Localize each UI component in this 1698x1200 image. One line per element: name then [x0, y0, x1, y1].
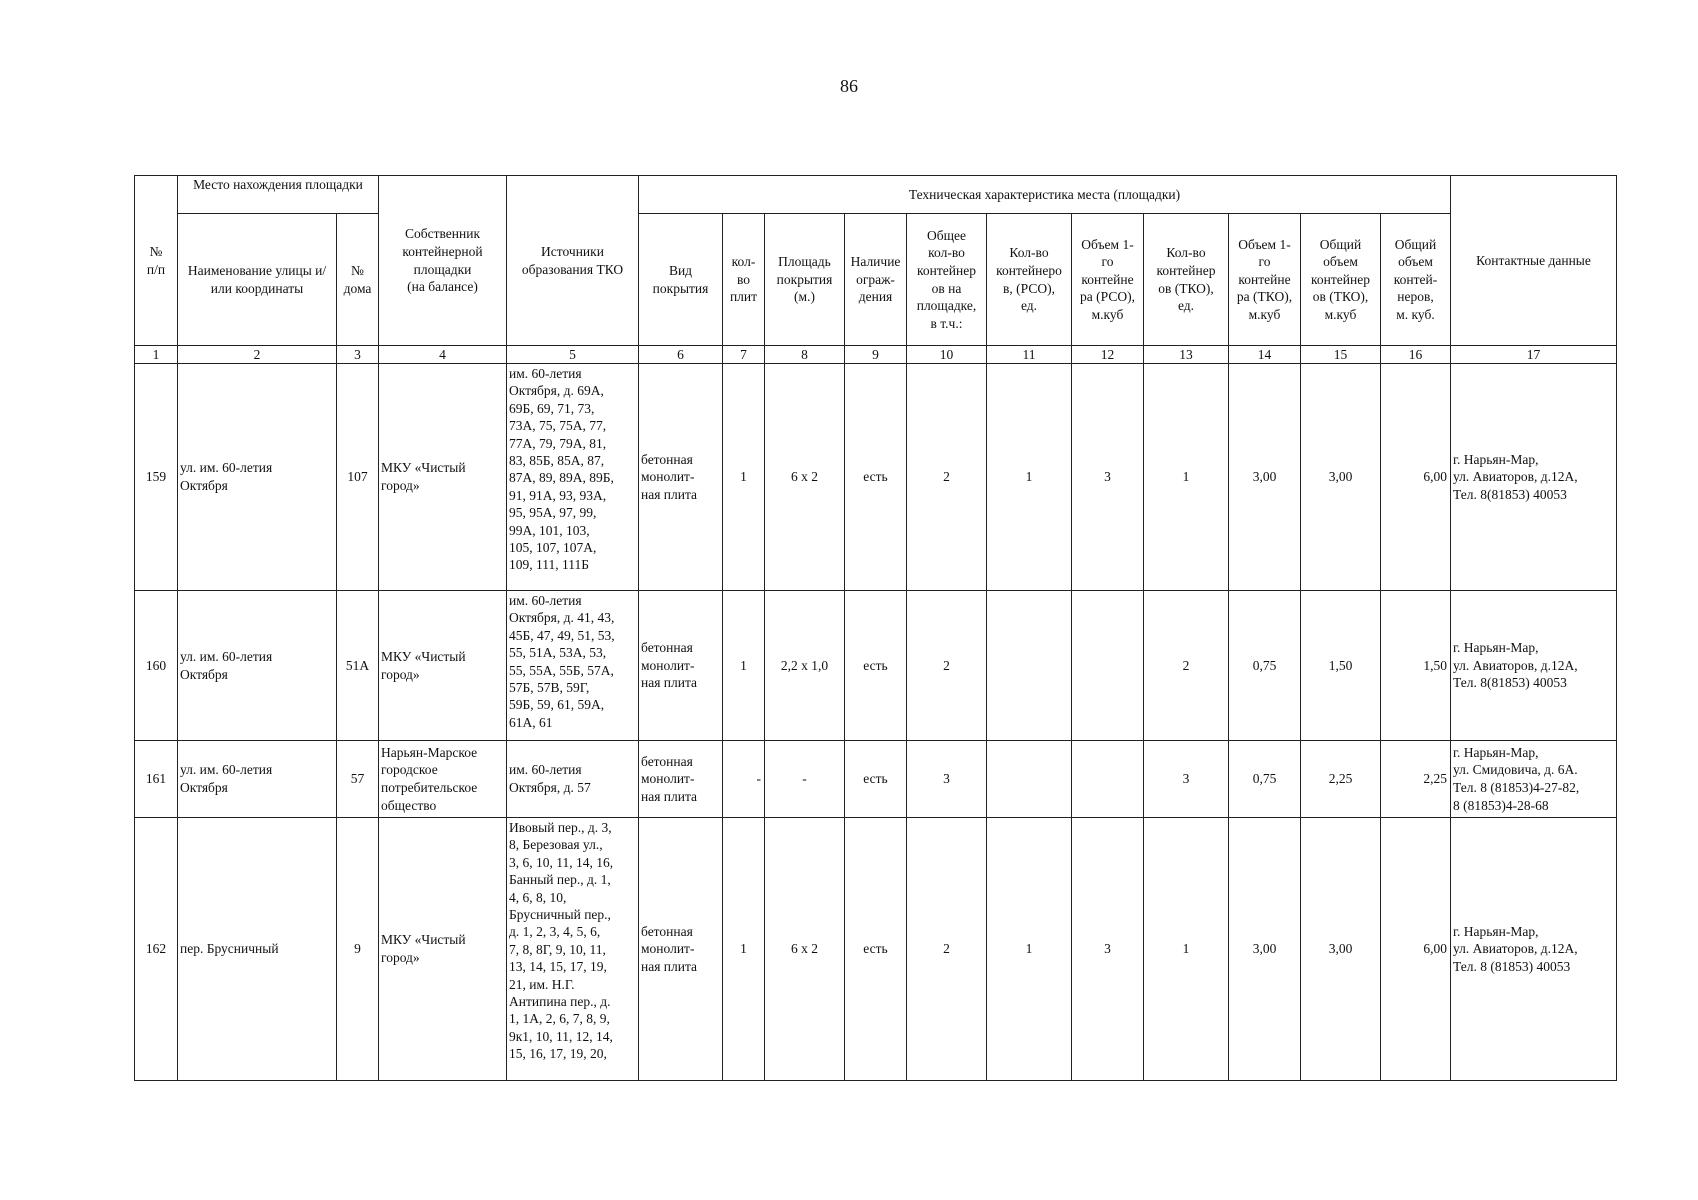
house-cell: 51А: [337, 591, 379, 741]
table-header: [135, 176, 1617, 364]
surface-cell: бетонная монолит- ная плита: [639, 818, 723, 1081]
rso-count-cell: 1: [987, 364, 1072, 591]
column-index: 8: [765, 346, 845, 364]
header-sources: Источники образования ТКО: [507, 176, 639, 346]
tko-count-cell: 2: [1144, 591, 1229, 741]
column-index: 10: [907, 346, 987, 364]
column-index: 9: [845, 346, 907, 364]
contacts-cell: г. Нарьян-Мар, ул. Смидовича, д. 6А. Тел. 8 (81853)4-27-82, 8 (81853)4-28-68: [1451, 741, 1617, 818]
total-volume-cell: 1,50: [1381, 591, 1451, 741]
street-cell: ул. им. 60-летия Октября: [178, 364, 337, 591]
area-cell: 2,2 х 1,0: [765, 591, 845, 741]
house-cell: 57: [337, 741, 379, 818]
surface-cell: бетонная монолит- ная плита: [639, 591, 723, 741]
header-total-volume: Общий объем контей- неров, м. куб.: [1381, 214, 1451, 346]
row-num: 160: [135, 591, 178, 741]
column-index: 12: [1072, 346, 1144, 364]
rso-volume-cell: 3: [1072, 364, 1144, 591]
contacts-cell: г. Нарьян-Мар, ул. Авиаторов, д.12А, Тел. 8(81853) 40053: [1451, 591, 1617, 741]
street-cell: пер. Брусничный: [178, 818, 337, 1081]
header-location-group: Место нахождения площадки: [178, 176, 379, 214]
tko-volume-cell: 0,75: [1229, 741, 1301, 818]
surface-cell: бетонная монолит- ная плита: [639, 741, 723, 818]
column-index: 14: [1229, 346, 1301, 364]
rso-volume-cell: [1072, 591, 1144, 741]
header-street: Наименование улицы и/или координаты: [178, 214, 337, 346]
total-volume-cell: 6,00: [1381, 818, 1451, 1081]
header-slabs: кол- во плит: [723, 214, 765, 346]
rso-count-cell: [987, 591, 1072, 741]
column-index: 13: [1144, 346, 1229, 364]
rso-volume-cell: [1072, 741, 1144, 818]
total-containers-cell: 2: [907, 364, 987, 591]
slabs-cell: 1: [723, 818, 765, 1081]
sources-cell: им. 60-летия Октября, д. 69А, 69Б, 69, 71, 73, 73А, 75, 75А, 77, 77А, 79, 79А, 81, 83, 85Б, 85А, 87, 87А, 89, 89А, 89Б, 91, 91А, 93, 93А, 95, 95А, 97, 99, 99А, 101, 103, 105, 107, 107А, 109, 111, 111Б: [507, 364, 639, 591]
area-cell: 6 х 2: [765, 364, 845, 591]
row-num: 161: [135, 741, 178, 818]
rso-count-cell: 1: [987, 818, 1072, 1081]
column-index: 16: [1381, 346, 1451, 364]
header-num: № п/п: [135, 176, 178, 346]
column-index: 17: [1451, 346, 1617, 364]
header-tko-total-volume: Общий объем контейнер ов (ТКО), м.куб: [1301, 214, 1381, 346]
header-fence: Наличие ограж- дения: [845, 214, 907, 346]
tko-count-cell: 1: [1144, 364, 1229, 591]
column-index: 2: [178, 346, 337, 364]
table-row: [135, 741, 1617, 818]
column-index: 11: [987, 346, 1072, 364]
rso-count-cell: [987, 741, 1072, 818]
owner-cell: МКУ «Чистый город»: [379, 591, 507, 741]
sources-cell: им. 60-летия Октября, д. 57: [507, 741, 639, 818]
header-contacts: Контактные данные: [1451, 176, 1617, 346]
row-num: 159: [135, 364, 178, 591]
tko-total-cell: 1,50: [1301, 591, 1381, 741]
table-row: [135, 591, 1617, 741]
header-surface: Вид покрытия: [639, 214, 723, 346]
header-tko-volume: Объем 1- го контейне ра (ТКО), м.куб: [1229, 214, 1301, 346]
owner-cell: Нарьян-Марское городское потребительское общество: [379, 741, 507, 818]
total-containers-cell: 2: [907, 818, 987, 1081]
column-index-row: [135, 346, 1617, 364]
slabs-cell: -: [723, 741, 765, 818]
total-volume-cell: 2,25: [1381, 741, 1451, 818]
fence-cell: есть: [845, 591, 907, 741]
column-index: 15: [1301, 346, 1381, 364]
table-row: [135, 364, 1617, 591]
tko-volume-cell: 3,00: [1229, 818, 1301, 1081]
sources-cell: им. 60-летия Октября, д. 41, 43, 45Б, 47, 49, 51, 53, 55, 51А, 53А, 53, 55, 55А, 55Б, 57А, 57Б, 57В, 59Г, 59Б, 59, 61, 59А, 61А, 61: [507, 591, 639, 741]
tko-count-cell: 1: [1144, 818, 1229, 1081]
fence-cell: есть: [845, 741, 907, 818]
header-rso-volume: Объем 1- го контейне ра (РСО), м.куб: [1072, 214, 1144, 346]
header-house: № дома: [337, 214, 379, 346]
rso-volume-cell: 3: [1072, 818, 1144, 1081]
tko-total-cell: 3,00: [1301, 818, 1381, 1081]
container-sites-table: [134, 175, 1617, 1081]
surface-cell: бетонная монолит- ная плита: [639, 364, 723, 591]
column-index: 5: [507, 346, 639, 364]
contacts-cell: г. Нарьян-Мар, ул. Авиаторов, д.12А, Тел. 8 (81853) 40053: [1451, 818, 1617, 1081]
tko-volume-cell: 0,75: [1229, 591, 1301, 741]
street-cell: ул. им. 60-летия Октября: [178, 591, 337, 741]
house-cell: 9: [337, 818, 379, 1081]
column-index: 7: [723, 346, 765, 364]
total-containers-cell: 2: [907, 591, 987, 741]
fence-cell: есть: [845, 364, 907, 591]
area-cell: -: [765, 741, 845, 818]
tko-total-cell: 2,25: [1301, 741, 1381, 818]
total-volume-cell: 6,00: [1381, 364, 1451, 591]
table-body: [135, 364, 1617, 1081]
sources-cell: Ивовый пер., д. 3, 8, Березовая ул., 3, 6, 10, 11, 14, 16, Банный пер., д. 1, 4, 6, 8, 10, Брусничный пер., д. 1, 2, 3, 4, 5, 6, 7, 8, 8Г, 9, 10, 11, 13, 14, 15, 17, 19, 21, им. Н.Г. Антипина пер., д. 1, 1А, 2, 6, 7, 8, 9, 9к1, 10, 11, 12, 14, 15, 16, 17, 19, 20,: [507, 818, 639, 1081]
header-rso-count: Кол-во контейнеро в, (РСО), ед.: [987, 214, 1072, 346]
total-containers-cell: 3: [907, 741, 987, 818]
header-total-containers: Общее кол-во контейнер ов на площадке, в т.ч.:: [907, 214, 987, 346]
header-area: Площадь покрытия (м.): [765, 214, 845, 346]
column-index: 3: [337, 346, 379, 364]
slabs-cell: 1: [723, 364, 765, 591]
header-tech-group: Техническая характеристика места (площадки): [639, 176, 1451, 214]
owner-cell: МКУ «Чистый город»: [379, 364, 507, 591]
area-cell: 6 х 2: [765, 818, 845, 1081]
header-tko-count: Кол-во контейнер ов (ТКО), ед.: [1144, 214, 1229, 346]
column-index: 1: [135, 346, 178, 364]
column-index: 6: [639, 346, 723, 364]
fence-cell: есть: [845, 818, 907, 1081]
tko-count-cell: 3: [1144, 741, 1229, 818]
tko-volume-cell: 3,00: [1229, 364, 1301, 591]
street-cell: ул. им. 60-летия Октября: [178, 741, 337, 818]
header-owner: Собственник контейнерной площадки (на балансе): [379, 176, 507, 346]
page-number: 86: [840, 76, 858, 96]
row-num: 162: [135, 818, 178, 1081]
column-index: 4: [379, 346, 507, 364]
owner-cell: МКУ «Чистый город»: [379, 818, 507, 1081]
table-row: [135, 818, 1617, 1081]
slabs-cell: 1: [723, 591, 765, 741]
house-cell: 107: [337, 364, 379, 591]
tko-total-cell: 3,00: [1301, 364, 1381, 591]
contacts-cell: г. Нарьян-Мар, ул. Авиаторов, д.12А, Тел. 8(81853) 40053: [1451, 364, 1617, 591]
